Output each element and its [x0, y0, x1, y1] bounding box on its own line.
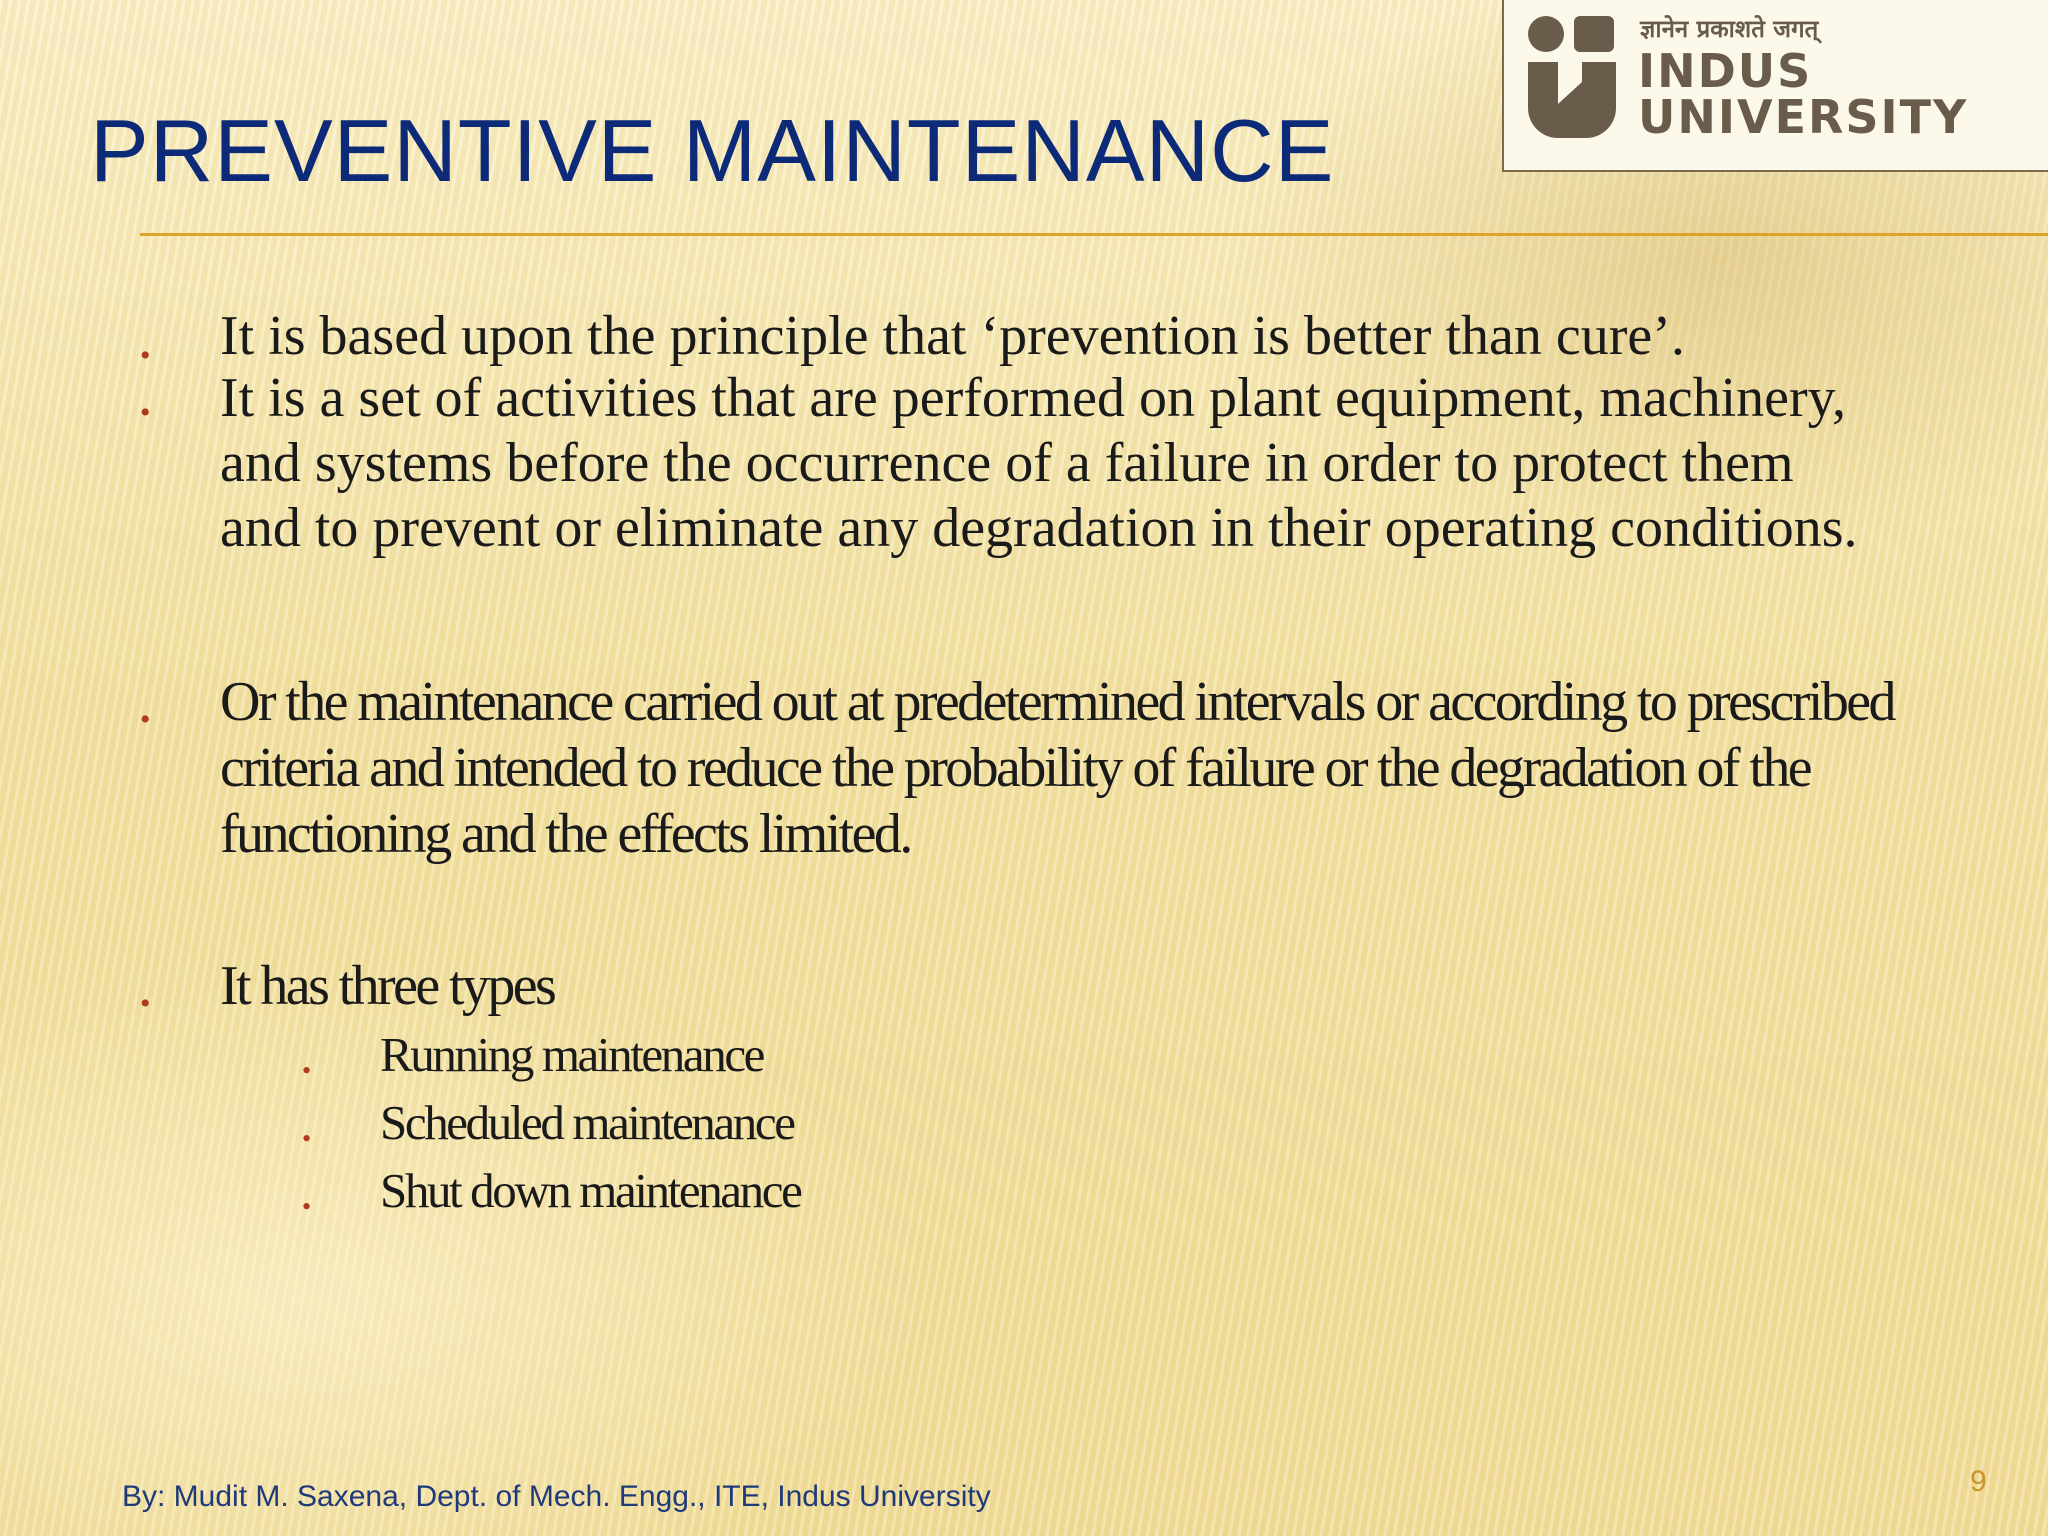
bullet-icon: • — [302, 1056, 312, 1085]
sub-bullet-item — [140, 1089, 2010, 1157]
title-divider — [140, 233, 2048, 236]
sub-bullet-item — [140, 1021, 2010, 1089]
logo-name-line2: UNIVERSITY — [1638, 90, 1969, 144]
logo-name — [1638, 44, 1969, 144]
sub-bullet-text: Scheduled maintenance — [380, 1095, 794, 1150]
footer-credit: By: Mudit M. Saxena, Dept. of Mech. Engg., ITE, Indus University — [122, 1480, 991, 1513]
bullet-text: Or the maintenance carried out at predetermined intervals or according to prescribed criteria and intended to reduce the probability of failure or the degradation of the functioning and the effects limited. — [220, 671, 1894, 865]
indus-university-logo-icon — [1524, 12, 1624, 142]
logo-box — [1502, 0, 2048, 172]
bullet-text: It is based upon the principle that ‘prevention is better than cure’. — [220, 305, 1685, 367]
bullet-text: It has three types — [220, 955, 555, 1017]
logo-name-line1: INDUS — [1638, 44, 1813, 98]
bullet-item — [140, 300, 1860, 372]
sub-bullet-text: Running maintenance — [380, 1027, 764, 1082]
logo-tagline: ज्ञानेन प्रकाशते जगत् — [1640, 15, 1819, 43]
slide-content — [140, 300, 2010, 1225]
bullet-icon: • — [140, 396, 151, 429]
slide-title: PREVENTIVE MAINTENANCE — [90, 101, 1335, 200]
bullet-icon: • — [302, 1192, 312, 1221]
page-number: 9 — [1970, 1465, 1987, 1498]
bullet-item — [140, 366, 1860, 561]
bullet-icon: • — [140, 339, 151, 372]
sub-bullet-text: Shut down maintenance — [380, 1163, 801, 1218]
sub-bullet-item — [140, 1157, 2010, 1225]
bullet-icon: • — [140, 703, 151, 736]
bullet-icon: • — [140, 987, 151, 1020]
bullet-text: It is a set of activities that are performed on plant equipment, machinery, and systems before the occurrence of a failure in order to protect them and to prevent or eliminate any degradation in their operating conditions. — [220, 367, 1858, 559]
bullet-item — [140, 953, 2010, 1019]
bullet-item — [140, 669, 2010, 867]
maintenance-types-list — [140, 1021, 2010, 1225]
bullet-icon: • — [302, 1124, 312, 1153]
